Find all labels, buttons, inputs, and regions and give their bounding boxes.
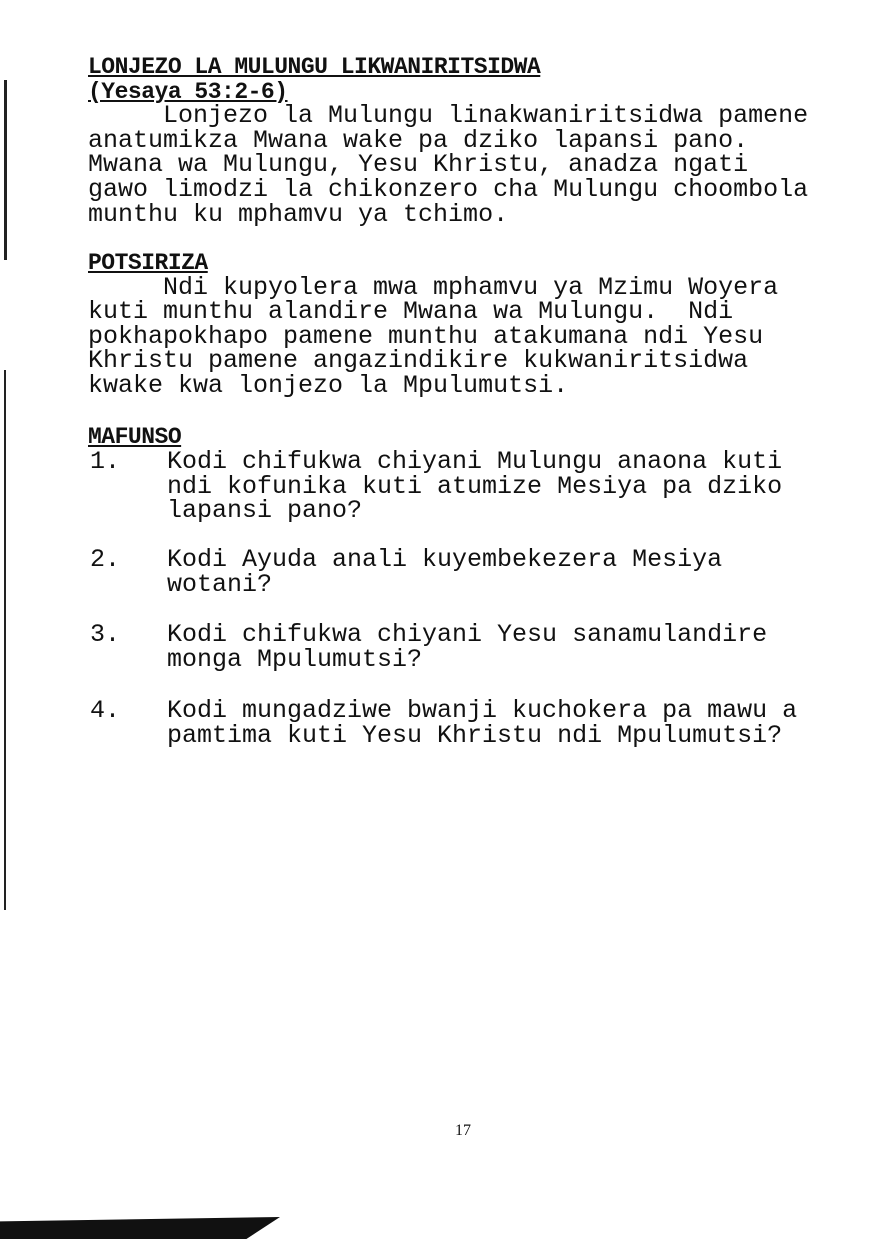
question-line: Kodi mungadziwe bwanji kuchokera pa mawu a (167, 696, 798, 725)
intro-line: Mwana wa Mulungu, Yesu Khristu, anadza ngati (88, 150, 749, 180)
question-line: Kodi Ayuda anali kuyembekezera Mesiya (167, 545, 723, 574)
scan-edge (4, 80, 7, 260)
question-line: wotani? (167, 569, 273, 599)
questions-heading-wrap (88, 425, 181, 450)
question-line: pamtima kuti Yesu Khristu ndi Mpulumutsi? (167, 720, 783, 750)
question-line: monga Mpulumutsi? (167, 644, 423, 674)
lesson-header (88, 55, 808, 227)
intro-line: gawo limodzi la chikonzero cha Mulungu choombola (88, 174, 809, 204)
intro-line: Lonjezo la Mulungu linakwaniritsidwa pamene (88, 101, 809, 131)
scan-edge (4, 370, 6, 910)
question-number: 4. (90, 696, 121, 725)
summary-section (88, 251, 778, 399)
question-line: Kodi chifukwa chiyani Yesu sanamulandire (167, 620, 768, 649)
question-number: 3. (90, 620, 121, 649)
questions-heading: MAFUNSO (88, 424, 182, 450)
scan-artifact-bar (0, 1217, 280, 1239)
summary-line: pokhapokhapo pamene munthu atakumana ndi Yesu (88, 321, 764, 351)
scripture-reference: (Yesaya 53:2-6) (88, 78, 288, 105)
intro-line: munthu ku mphamvu ya tchimo. (88, 199, 509, 229)
question-number: 1. (90, 447, 121, 476)
question-line: lapansi pano? (167, 496, 363, 526)
summary-line: kwake kwa lonjezo la Mpulumutsi. (88, 370, 569, 400)
question-number: 2. (90, 545, 121, 574)
intro-line: anatumikza Mwana wake pa dziko lapansi pano. (88, 125, 749, 155)
summary-line: Ndi kupyolera mwa mphamvu ya Mzimu Woyera (88, 272, 779, 302)
summary-heading: POTSIRIZA (88, 250, 208, 276)
summary-line: Khristu pamene angazindikire kukwaniritsidwa (88, 346, 749, 376)
question-line: Kodi chifukwa chiyani Mulungu anaona kuti (167, 447, 783, 476)
question-line: ndi kofunika kuti atumize Mesiya pa dziko (167, 471, 783, 501)
summary-line: kuti munthu alandire Mwana wa Mulungu. Ndi (88, 297, 734, 327)
page-number: 17 (455, 1122, 471, 1139)
lesson-title: LONJEZO LA MULUNGU LIKWANIRITSIDWA (88, 54, 541, 80)
